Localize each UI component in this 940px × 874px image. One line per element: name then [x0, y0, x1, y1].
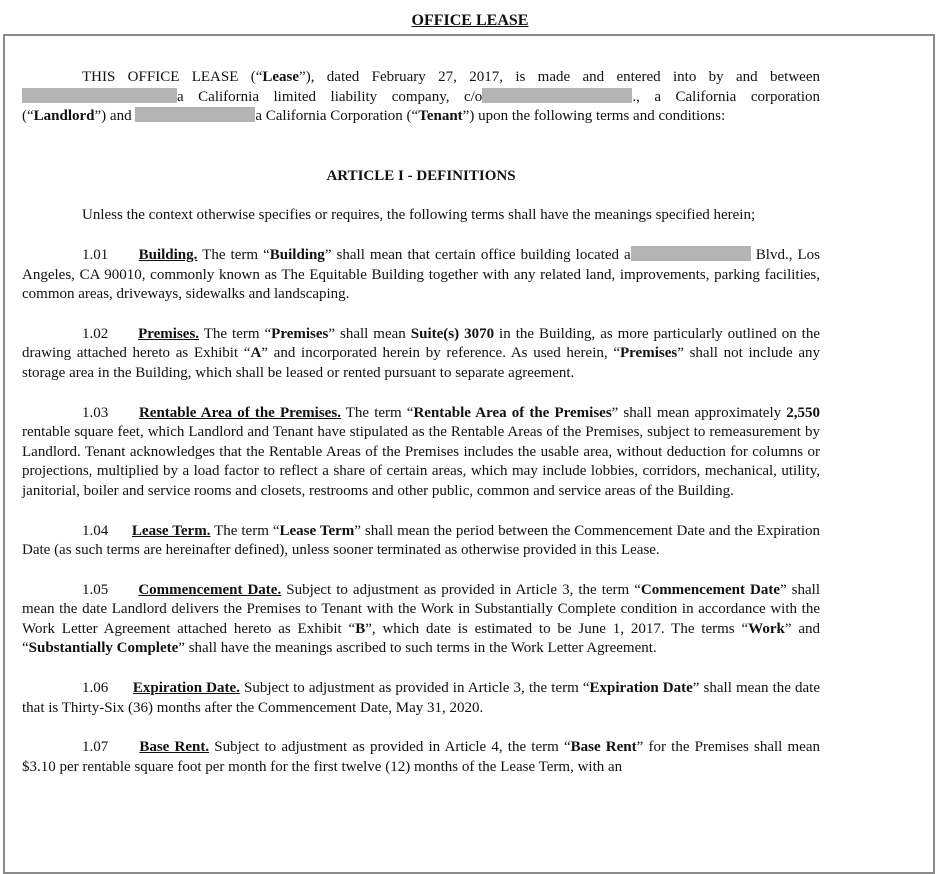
section-1-03: 1.03 Rentable Area of the Premises. The term “Rentable Area of the Premises” shall mean approximately 2,550 rentable square feet, which Landlord and Tenant have stipulated as the Rentable Areas of the Premises, subject to remeasurement by Landlord. Tenant acknowledges that the Rentable Areas of the Premises includes the usable area, without deduction for columns or projections, multiplied by a load factor to reflect a share of certain areas, which may include lobbies, corridors, mechanical, utility, janitorial, boiler and service rooms and closets, restrooms and other public, common and service areas of the Building.: [22, 404, 820, 499]
redaction-block: [482, 88, 632, 103]
section-number: 1.07: [82, 739, 109, 756]
section-1-02: 1.02 Premises. The term “Premises” shall mean Suite(s) 3070 in the Building, as more particularly outlined on the drawing attached hereto as Exhibit “A” and incorporated herein by reference. As used herein, “Premises” shall not include any storage area in the Building, which shall be leased or rented pursuant to separate agreement.: [22, 325, 821, 381]
article-heading: ARTICLE I - DEFINITIONS: [326, 167, 516, 184]
section-heading: Expiration Date.: [132, 680, 240, 697]
section-1-06: 1.06 Expiration Date. Subject to adjustment as provided in Article 3, the term “Expiration Date” shall mean the date that is Thirty-Six (36) months after the Commencement Date, May 31, 2020.: [22, 680, 820, 716]
section-number: 1.05: [82, 581, 109, 598]
section-number: 1.03: [82, 404, 109, 421]
section-heading: Rentable Area of the Premises.: [138, 404, 341, 421]
section-1-04: 1.04 Lease Term. The term “Lease Term” shall mean the period between the Commencement Date and the Expiration Date (as such terms are hereinafter defined), unless sooner terminated as otherwise provided in this Lease.: [22, 522, 821, 559]
definitions-preamble: Unless the context otherwise specifies or requires, the following terms shall have the meanings specified herein;: [82, 207, 756, 224]
section-1-01: 1.01 Building. The term “Building” shall mean that certain office building located a Blvd., Los Angeles, CA 90010, commonly known as The Equitable Building together with any related land, improvements, parking facilities, common areas, driveways, sidewalks and landscaping.: [22, 246, 821, 303]
section-number: 1.02: [82, 325, 109, 342]
section-1-05: 1.05 Commencement Date. Subject to adjustment as provided in Article 3, the term “Commencement Date” shall mean the date Landlord delivers the Premises to Tenant with the Work in Substantially Complete condition in accordance with the Work Letter Agreement attached hereto as Exhibit “B”, which date is estimated to be June 1, 2017. The terms “Work” and “Substantially Complete” shall have the meanings ascribed to such terms in the Work Letter Agreement.: [22, 581, 820, 657]
section-number: 1.01: [82, 246, 109, 263]
section-heading: Commencement Date.: [138, 581, 282, 598]
section-heading: Building.: [138, 246, 198, 263]
intro-paragraph: THIS OFFICE LEASE (“Lease”), dated February 27, 2017, is made and entered into by and between a California limited liability company, c/o ., a California corporation (“Landlord”) and a California Corporation (“Tenant”) upon the following terms and conditions:: [22, 69, 821, 125]
section-number: 1.06: [82, 680, 109, 697]
section-heading: Base Rent.: [139, 739, 210, 756]
lease-body: [22, 68, 821, 775]
section-number: 1.04: [82, 522, 109, 539]
redaction-block: [631, 246, 751, 261]
section-heading: Premises.: [138, 325, 200, 342]
redaction-block: [135, 107, 255, 122]
section-1-07: 1.07 Base Rent. Subject to adjustment as provided in Article 4, the term “Base Rent” for the Premises shall mean $3.10 per rentable square foot per month for the first twelve (12) months of the Lease Term, with an: [22, 739, 821, 775]
section-heading: Lease Term.: [131, 522, 211, 539]
document-title: OFFICE LEASE: [411, 12, 529, 29]
redaction-block: [22, 88, 177, 103]
